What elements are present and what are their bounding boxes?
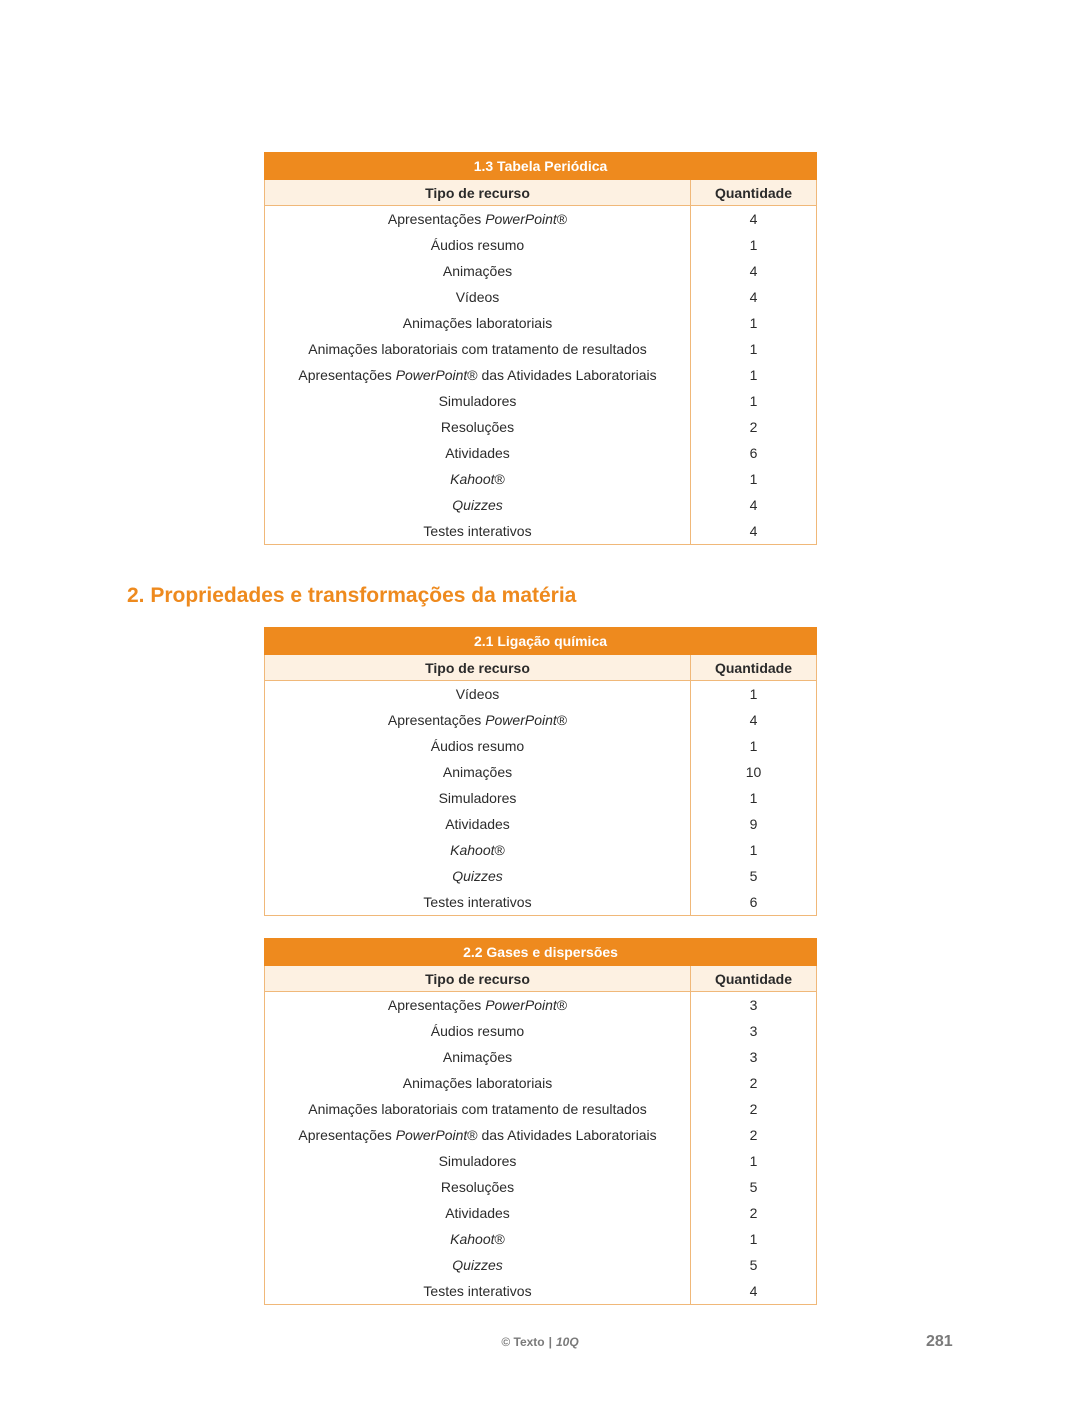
table-row	[265, 889, 817, 916]
footer-copyright: © Texto	[501, 1335, 545, 1349]
resource-type-cell	[265, 811, 691, 837]
footer	[0, 1335, 1080, 1349]
resource-type-cell	[265, 1044, 691, 1070]
resource-type-pre: Vídeos	[455, 289, 500, 305]
table-row	[265, 1200, 817, 1226]
quantity-cell: 4	[691, 492, 817, 518]
table-row	[265, 206, 817, 233]
resource-type-cell	[265, 707, 691, 733]
resource-type-cell	[265, 785, 691, 811]
table-row	[265, 811, 817, 837]
resource-type-italic: PowerPoint	[485, 997, 557, 1013]
quantity-cell: 3	[691, 1018, 817, 1044]
resource-type-pre: Apresentações	[387, 997, 486, 1013]
resource-type-pre: Animações	[442, 1049, 513, 1065]
resource-type-pre: Áudios resumo	[430, 1023, 525, 1039]
quantity-cell: 5	[691, 1174, 817, 1200]
resource-type-cell	[265, 518, 691, 545]
resource-type-pre: Testes interativos	[423, 894, 532, 910]
resource-type-pre: Testes interativos	[423, 1283, 532, 1299]
resource-type-pre: Resoluções	[440, 419, 515, 435]
column-header-type: Tipo de recurso	[265, 655, 691, 681]
table-row	[265, 1174, 817, 1200]
table-row	[265, 388, 817, 414]
resource-type-cell	[265, 310, 691, 336]
resource-type-cell	[265, 388, 691, 414]
resource-table-tabela-periodica	[264, 152, 817, 545]
quantity-cell: 1	[691, 310, 817, 336]
section-heading: 2. Propriedades e transformações da matéria	[127, 584, 577, 607]
resource-type-italic: Quizzes	[452, 1257, 503, 1273]
resource-type-cell	[265, 1252, 691, 1278]
quantity-cell: 4	[691, 258, 817, 284]
resource-type-post: ®	[494, 842, 505, 858]
table-title: 2.2 Gases e dispersões	[265, 939, 817, 966]
resource-type-italic: Kahoot	[450, 471, 495, 487]
resource-type-italic: Quizzes	[452, 868, 503, 884]
resource-type-post: ®	[556, 211, 568, 227]
table-row	[265, 707, 817, 733]
quantity-cell: 1	[691, 785, 817, 811]
quantity-cell: 1	[691, 362, 817, 388]
resource-type-pre: Animações	[442, 764, 513, 780]
quantity-cell: 3	[691, 1044, 817, 1070]
quantity-cell: 2	[691, 1122, 817, 1148]
resource-type-cell	[265, 1018, 691, 1044]
resource-type-post: ®	[556, 712, 568, 728]
resource-table-gases-dispersoes	[264, 938, 817, 1305]
quantity-cell: 1	[691, 837, 817, 863]
resource-type-pre: Atividades	[445, 1205, 510, 1221]
resource-type-cell	[265, 889, 691, 916]
resource-type-pre: Simuladores	[438, 393, 517, 409]
resource-type-cell	[265, 466, 691, 492]
table-row	[265, 733, 817, 759]
quantity-cell: 1	[691, 336, 817, 362]
resource-type-cell	[265, 414, 691, 440]
table-row	[265, 1018, 817, 1044]
quantity-cell: 2	[691, 1070, 817, 1096]
resource-type-cell	[265, 1200, 691, 1226]
footer-separator: |	[548, 1335, 552, 1349]
table-row	[265, 1252, 817, 1278]
quantity-cell: 2	[691, 1096, 817, 1122]
quantity-cell: 1	[691, 388, 817, 414]
quantity-cell: 1	[691, 681, 817, 708]
resource-type-cell	[265, 492, 691, 518]
quantity-cell: 1	[691, 466, 817, 492]
resource-type-cell	[265, 258, 691, 284]
table-row	[265, 466, 817, 492]
resource-type-italic: Kahoot	[450, 842, 495, 858]
table-row	[265, 440, 817, 466]
resource-type-pre: Animações	[442, 263, 513, 279]
resource-type-post: ®	[556, 997, 568, 1013]
quantity-cell: 6	[691, 440, 817, 466]
table-row	[265, 759, 817, 785]
quantity-cell: 2	[691, 414, 817, 440]
quantity-cell: 4	[691, 206, 817, 233]
resource-type-pre: Resoluções	[440, 1179, 515, 1195]
table-row	[265, 863, 817, 889]
resource-type-cell	[265, 1148, 691, 1174]
resource-type-cell	[265, 759, 691, 785]
table-row	[265, 1148, 817, 1174]
resource-type-pre: Animações laboratoriais	[402, 1075, 553, 1091]
quantity-cell: 1	[691, 1148, 817, 1174]
resource-type-cell	[265, 440, 691, 466]
table-row	[265, 414, 817, 440]
column-header-type: Tipo de recurso	[265, 966, 691, 992]
resource-type-pre: Animações laboratoriais com tratamento de resultados	[308, 341, 647, 357]
resource-type-pre: Simuladores	[438, 790, 517, 806]
resource-type-cell	[265, 362, 691, 388]
column-header-type: Tipo de recurso	[265, 180, 691, 206]
table-row	[265, 1070, 817, 1096]
resource-type-cell	[265, 837, 691, 863]
quantity-cell: 5	[691, 1252, 817, 1278]
quantity-cell: 1	[691, 1226, 817, 1252]
resource-type-pre: Animações laboratoriais	[402, 315, 553, 331]
column-header-quantity: Quantidade	[691, 655, 817, 681]
footer-code: 10Q	[555, 1335, 579, 1349]
table-row	[265, 310, 817, 336]
resource-type-pre: Vídeos	[455, 686, 500, 702]
resource-type-pre: Atividades	[445, 816, 510, 832]
resource-type-pre: Apresentações	[387, 211, 486, 227]
resource-type-cell	[265, 1070, 691, 1096]
resource-type-italic: PowerPoint	[395, 1127, 468, 1143]
resource-type-cell	[265, 206, 691, 233]
resource-type-pre: Áudios resumo	[430, 237, 525, 253]
resource-type-pre: Apresentações	[298, 1127, 396, 1143]
resource-type-italic: PowerPoint	[485, 712, 557, 728]
table-row	[265, 492, 817, 518]
resource-type-cell	[265, 1122, 691, 1148]
quantity-cell: 9	[691, 811, 817, 837]
resource-table-ligacao-quimica	[264, 627, 817, 916]
table-row	[265, 1278, 817, 1305]
resource-type-pre: Testes interativos	[423, 523, 532, 539]
table-row	[265, 1226, 817, 1252]
resource-type-post: ®	[494, 1231, 505, 1247]
resource-type-italic: Kahoot	[450, 1231, 495, 1247]
quantity-cell: 3	[691, 992, 817, 1019]
resource-type-italic: Quizzes	[452, 497, 503, 513]
resource-type-cell	[265, 284, 691, 310]
resource-type-cell	[265, 681, 691, 708]
quantity-cell: 10	[691, 759, 817, 785]
resource-type-italic: PowerPoint	[395, 367, 468, 383]
table-row	[265, 518, 817, 545]
column-header-quantity: Quantidade	[691, 180, 817, 206]
table-row	[265, 1096, 817, 1122]
resource-type-post: ®	[494, 471, 505, 487]
table-row	[265, 837, 817, 863]
quantity-cell: 4	[691, 284, 817, 310]
quantity-cell: 4	[691, 707, 817, 733]
column-header-quantity: Quantidade	[691, 966, 817, 992]
table-title: 2.1 Ligação química	[265, 628, 817, 655]
table-row	[265, 785, 817, 811]
resource-type-post: ® das Atividades Laboratoriais	[467, 1127, 657, 1143]
resource-type-pre: Áudios resumo	[430, 738, 525, 754]
table-row	[265, 362, 817, 388]
resource-type-cell	[265, 1278, 691, 1305]
table-row	[265, 336, 817, 362]
table-row	[265, 232, 817, 258]
table-row	[265, 992, 817, 1019]
table-row	[265, 284, 817, 310]
resource-type-pre: Simuladores	[438, 1153, 517, 1169]
resource-type-pre: Apresentações	[298, 367, 396, 383]
resource-type-cell	[265, 232, 691, 258]
quantity-cell: 5	[691, 863, 817, 889]
resource-type-cell	[265, 1226, 691, 1252]
resource-type-pre: Atividades	[445, 445, 510, 461]
quantity-cell: 4	[691, 1278, 817, 1305]
resource-type-cell	[265, 1174, 691, 1200]
table-row	[265, 681, 817, 708]
resource-type-italic: PowerPoint	[485, 211, 557, 227]
resource-type-cell	[265, 1096, 691, 1122]
resource-type-cell	[265, 336, 691, 362]
quantity-cell: 1	[691, 232, 817, 258]
resource-type-pre: Apresentações	[387, 712, 486, 728]
table-row	[265, 258, 817, 284]
resource-type-cell	[265, 733, 691, 759]
quantity-cell: 4	[691, 518, 817, 545]
table-title: 1.3 Tabela Periódica	[265, 153, 817, 180]
quantity-cell: 2	[691, 1200, 817, 1226]
resource-type-pre: Animações laboratoriais com tratamento de resultados	[308, 1101, 647, 1117]
page-number: 281	[926, 1333, 953, 1350]
resource-type-post: ® das Atividades Laboratoriais	[467, 367, 657, 383]
quantity-cell: 1	[691, 733, 817, 759]
table-row	[265, 1122, 817, 1148]
table-row	[265, 1044, 817, 1070]
resource-type-cell	[265, 992, 691, 1019]
resource-type-cell	[265, 863, 691, 889]
quantity-cell: 6	[691, 889, 817, 916]
